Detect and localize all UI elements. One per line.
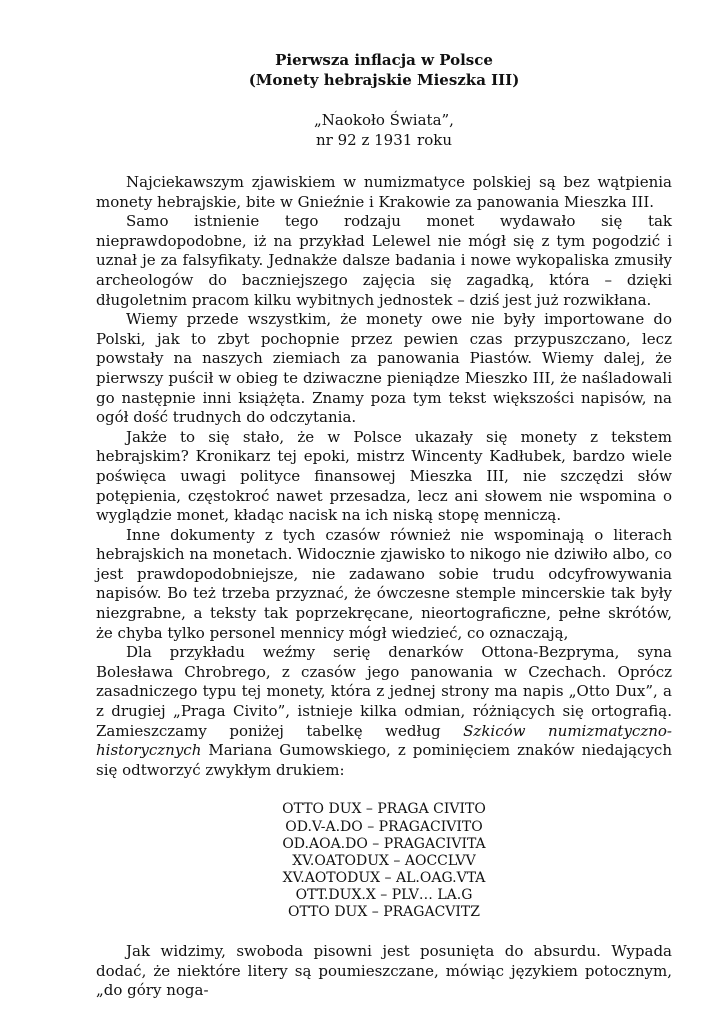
article-body: [96, 173, 672, 1001]
paragraph-7: Jak widzimy, swoboda pisowni jest posunięta do absurdu. Wypada dodać, że niektóre litery są poumieszczane, mówiąc językiem potocznym, „do góry noga-: [96, 942, 672, 1000]
table-row: OTT.DUX.X – PLV… LA.G: [295, 886, 473, 903]
title-line-2: (Monety hebrajskie Mieszka III): [248, 71, 520, 89]
book-title-italic: Szkiców numizmatyczno-historycznych: [96, 721, 672, 760]
table-row: XV.OATODUX – AOCCLVV: [292, 852, 476, 869]
paragraph-2: Samo istnienie tego rodzaju monet wydawało się tak nieprawdopodobne, iż na przykład Lelewel nie mógł się z tym pogodzić i uznał je za falsyfikaty. Jednakże dalsze badania i nowe wykopaliska zmusiły archeologów do baczniejszego zajęcia się zagadką, która – dzięki długoletnim pracom kilku wybitnych jednostek – dziś jest już rozwikłana.: [96, 212, 672, 309]
source-citation: [96, 110, 672, 150]
table-row: OD.V-A.DO – PRAGACIVITO: [285, 818, 483, 835]
paragraph-6-text-b: Mariana Gumowskiego, z pominięciem znaków niedających się odtworzyć zwykłym drukiem:: [96, 741, 672, 779]
paragraph-4: Jakże to się stało, że w Polsce ukazały się monety z tekstem hebrajskim? Kronikarz tej epoki, mistrz Wincenty Kadłubek, bardzo wiele poświęca uwagi polityce finansowej Mieszka III, nie szczędzi słów potępienia, częstokroć nawet przesadza, lecz ani słowem nie wspomina o wyglądzie monet, kładąc nacisk na ich niską stopę menniczą.: [96, 427, 672, 525]
title-line-1: Pierwsza inflacja w Polsce: [275, 51, 493, 69]
document-page: [96, 50, 672, 1001]
paragraph-5: Inne dokumenty z tych czasów również nie wspominają o literach hebrajskich na monetach. Widocznie zjawisko to nikogo nie dziwiło albo, co jest prawdopodobniejsze, nie zadawano sobie trudu odcyfrowywania napisów. Bo też trzeba przyznać, że ówczesne stemple mincerskie tak były niezgrabne, a teksty tak poprzekręcane, nieortograficzne, pełne skrótów, że chyba tylko personel mennicy mógł wiedzieć, co oznaczają,: [96, 525, 672, 642]
source-line-2: nr 92 z 1931 roku: [315, 131, 453, 149]
table-row: XV.AOTODUX – AL.OAG.VTA: [282, 869, 486, 886]
paragraph-1: Najciekawszym zjawiskiem w numizmatyce polskiej są bez wątpienia monety hebrajskie, bite w Gnieźnie i Krakowie za panowania Mieszka III.: [96, 173, 672, 211]
coin-inscription-table: [96, 801, 672, 921]
table-row: OD.AOA.DO – PRAGACIVITA: [282, 835, 486, 852]
paragraph-3: Wiemy przede wszystkim, że monety owe nie były importowane do Polski, jak to zbyt pochopnie przez pewien czas przypuszczano, lecz powstały na naszych ziemiach za panowania Piastów. Wiemy dalej, że pierwszy puścił w obieg te dziwaczne pieniądze Mieszko III, że naśladowali go następnie inni książęta. Znamy poza tym tekst większości napisów, na ogół dość trudnych do odczytania.: [96, 310, 672, 427]
article-title: [96, 50, 672, 90]
source-line-1: „Naokoło Świata”,: [314, 111, 454, 129]
table-row: OTTO DUX – PRAGACVITZ: [287, 903, 480, 920]
paragraph-6: [96, 643, 672, 780]
paragraph-6-text-a: Dla przykładu weźmy serię denarków Ottona-Bezpryma, syna Bolesława Chrobrego, z czasów jego panowania w Czechach. Oprócz zasadniczego typu tej monety, która z jednej strony ma napis „Otto Dux”, a z drugiej „Praga Civito”, istnieje kilka odmian, różniących się ortografią. Zamieszczamy poniżej tabelkę według: [96, 643, 672, 740]
table-row: OTTO DUX – PRAGA CIVITO: [282, 801, 486, 818]
